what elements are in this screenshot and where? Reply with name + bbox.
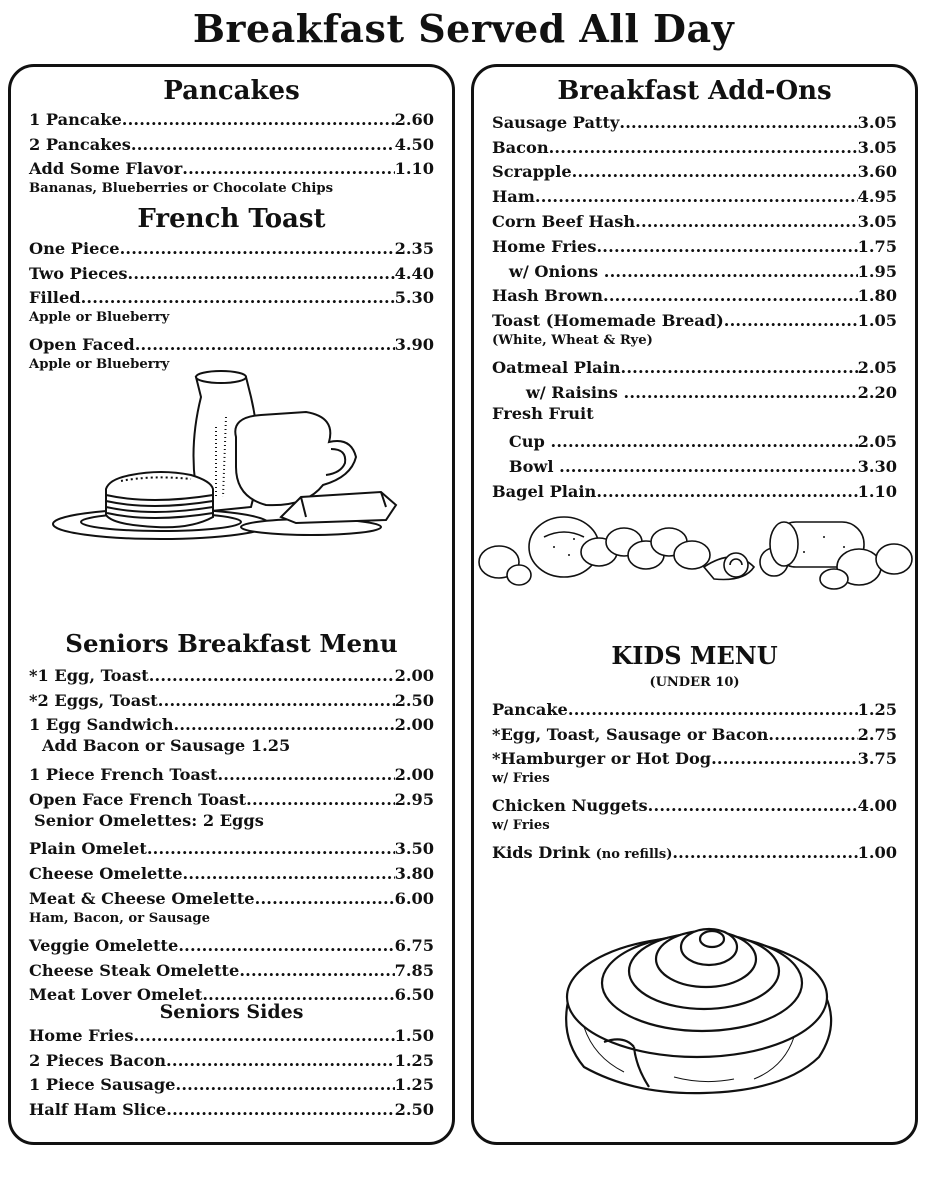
french-toast-heading: French Toast [137,204,326,234]
item-note: w/ Fries [492,771,550,787]
menu-item: Open Faced ..... 3.90 [29,329,434,354]
menu-item: Cup ..... 2.05 [492,427,897,452]
menu-item: *Hamburger or Hot Dog ..... 3.75 [492,744,897,769]
menu-item: Add Some Flavor ..... 1.10 [29,154,434,179]
menu-item: *2 Eggs, Toast ..... 2.50 [29,685,434,710]
right-menu-panel [471,64,918,1145]
addons-heading: Breakfast Add-Ons [557,76,832,106]
menu-item: Meat & Cheese Omelette ..... 6.00 [29,883,434,908]
menu-item: *1 Egg, Toast ..... 2.00 [29,660,434,685]
menu-item: 2 Pancakes ..... 4.50 [29,129,434,154]
seniors-heading: Seniors Breakfast Menu [65,629,398,658]
item-note: (White, Wheat & Rye) [492,333,653,349]
menu-item: 1 Egg Sandwich ..... 2.00 [29,710,434,735]
pancakes-list [29,104,434,200]
pancake-breakfast-illustration [51,357,421,547]
item-note: w/ Fries [492,818,550,834]
add-on-line: Add Bacon or Sausage 1.25 [42,736,291,756]
menu-item: 1 Pancake ..... 2.60 [29,104,434,129]
menu-item: Bagel Plain ..... 1.10 [492,476,897,501]
left-menu-panel [8,64,455,1145]
menu-item: 2 Pieces Bacon ..... 1.25 [29,1045,434,1070]
menu-item: w/ Onions ..... 1.95 [492,256,897,281]
menu-item: Half Ham Slice ..... 2.50 [29,1094,434,1119]
menu-item: Open Face French Toast ..... 2.95 [29,784,434,809]
menu-item: Two Pieces ..... 4.40 [29,258,434,283]
menu-item: Toast (Homemade Bread) ..... 1.05 [492,305,897,330]
addons-list [492,107,897,501]
menu-item: Hash Brown ..... 1.80 [492,281,897,306]
fresh-fruit-line: Fresh Fruit [492,403,594,423]
menu-item: Bacon ..... 3.05 [492,132,897,157]
pancakes-heading: Pancakes [163,76,300,106]
page-title: Breakfast Served All Day [192,6,735,51]
menu-item: w/ Raisins ..... 2.20 [492,377,897,402]
item-note: Apple or Blueberry [29,357,170,373]
item-note: Bananas, Blueberries or Chocolate Chips [29,181,334,197]
item-note: Apple or Blueberry [29,310,170,326]
kids-heading: KIDS MENU [611,641,778,670]
cinnamon-roll-illustration [554,907,844,1097]
menu-item: Plain Omelet ..... 3.50 [29,834,434,859]
menu-item: One Piece ..... 2.35 [29,233,434,258]
menu-item: Home Fries ..... 1.50 [29,1020,434,1045]
breads-illustration [474,507,915,597]
omelettes-line: Senior Omelettes: 2 Eggs [34,810,264,830]
menu-item: Sausage Patty ..... 3.05 [492,107,897,132]
menu-item: Scrapple ..... 3.60 [492,157,897,182]
menu-item: Filled ..... 5.30 [29,283,434,308]
menu-item: Cheese Steak Omelette ..... 7.85 [29,955,434,980]
menu-item: Kids Drink (no refills) ..... 1.00 [492,837,897,862]
menu-item: Veggie Omelette ..... 6.75 [29,930,434,955]
kids-subheading: (UNDER 10) [649,675,740,690]
no-refills-note: (no refills) [595,846,673,862]
menu-item: Cheese Omelette ..... 3.80 [29,858,434,883]
french-toast-list [29,233,434,376]
menu-item: Ham ..... 4.95 [492,181,897,206]
kids-list [492,694,897,862]
menu-item: Meat Lover Omelet ..... 6.50 [29,980,434,1005]
menu-item: Chicken Nuggets ..... 4.00 [492,790,897,815]
menu-item: *Egg, Toast, Sausage or Bacon ..... 2.75 [492,719,897,744]
menu-item: Oatmeal Plain ..... 2.05 [492,352,897,377]
item-note: Ham, Bacon, or Sausage [29,910,210,926]
seniors-sides-heading: Seniors Sides [159,1001,304,1023]
menu-item: Home Fries ..... 1.75 [492,231,897,256]
seniors-list [29,660,434,1004]
seniors-sides-list [29,1020,434,1119]
menu-item: Corn Beef Hash ..... 3.05 [492,206,897,231]
menu-item: 1 Piece Sausage ..... 1.25 [29,1070,434,1095]
menu-item: Bowl ..... 3.30 [492,451,897,476]
menu-item: 1 Piece French Toast ..... 2.00 [29,759,434,784]
menu-item: Pancake ..... 1.25 [492,694,897,719]
